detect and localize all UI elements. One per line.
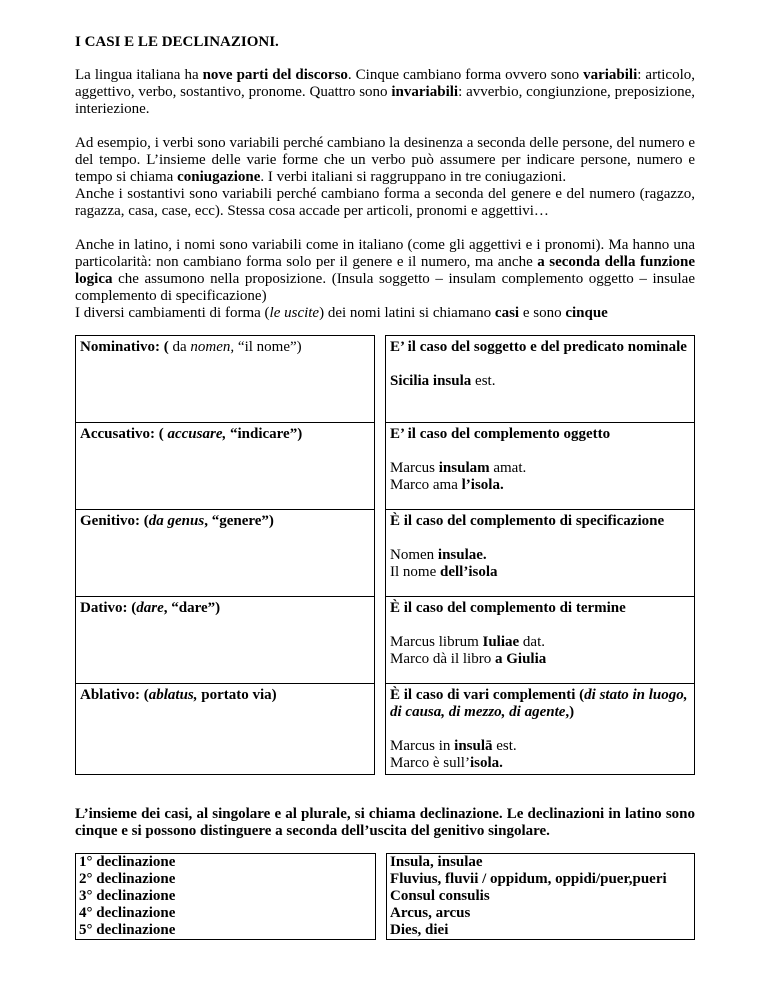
cases-table xyxy=(75,335,695,775)
case-row-accusativo xyxy=(76,423,695,510)
declensions-row xyxy=(76,854,695,940)
declensions-table xyxy=(75,853,695,940)
bold-text: casi xyxy=(494,305,520,321)
case-example-italian: Marco ama l’isola. xyxy=(390,477,504,493)
declension-name: 5° declinazione xyxy=(79,922,176,938)
case-example-latin: Marcus in insulā est. xyxy=(390,738,517,754)
declension-example: Arcus, arcus xyxy=(390,905,471,921)
case-description xyxy=(386,597,695,684)
case-description xyxy=(386,510,695,597)
declension-example: Dies, diei xyxy=(390,922,449,938)
declension-names-cell xyxy=(76,854,376,940)
spacer xyxy=(374,597,385,684)
case-example-latin: Marcus librum Iuliae dat. xyxy=(390,634,545,650)
case-function: È il caso del complemento di specificazione xyxy=(390,513,665,529)
text: e sono xyxy=(519,305,566,321)
page-title: I CASI E LE DECLINAZIONI. xyxy=(75,34,279,50)
bold-text: variabili xyxy=(583,67,638,83)
case-row-dativo xyxy=(76,597,695,684)
text: ) dei nomi latini si chiamano xyxy=(319,305,495,321)
bold-text: cinque xyxy=(565,305,608,321)
paragraph-cases-intro xyxy=(75,305,695,322)
spacer xyxy=(374,336,385,423)
case-example-italian: Marco è sull’isola. xyxy=(390,755,503,771)
declension-examples-cell xyxy=(387,854,695,940)
declension-name: 3° declinazione xyxy=(79,888,176,904)
case-example-italian: Il nome dell’isola xyxy=(390,564,498,580)
bold-text: invariabili xyxy=(391,84,459,100)
case-name: Genitivo: (da genus, “genere”) xyxy=(76,510,375,597)
case-example: Sicilia insula est. xyxy=(390,373,496,389)
case-function: È il caso di vari complementi (di stato in luogo, di causa, di mezzo, di agente,) xyxy=(390,687,688,720)
bold-text: nove parti del discorso xyxy=(202,67,348,83)
spacer xyxy=(375,854,386,940)
text: : avverbio, congiunzione, preposizione, interiezione. xyxy=(75,84,695,117)
declension-example: Fluvius, fluvii / oppidum, oppidi/puer,pueri xyxy=(390,871,667,887)
case-example-latin: Nomen insulae. xyxy=(390,547,487,563)
paragraph-nouns: Anche i sostantivi sono variabili perché cambiano forma a seconda del genere e del numero (ragazzo, ragazza, casa, case, ecc). Stessa cosa accade per articoli, pronomi e aggettivi… xyxy=(75,186,695,219)
case-function: E’ il caso del complemento oggetto xyxy=(390,426,611,442)
case-description xyxy=(386,336,695,423)
text: : articolo, aggettivo, verbo, sostantivo, pronome. Quattro sono xyxy=(75,67,695,100)
declension-name: 4° declinazione xyxy=(79,905,176,921)
paragraph-latin xyxy=(75,237,695,305)
case-example-latin: Marcus insulam amat. xyxy=(390,460,527,476)
case-row-nominativo xyxy=(76,336,695,423)
bold-text: a seconda della funzione logica xyxy=(75,254,695,287)
case-row-ablativo xyxy=(76,684,695,775)
spacer xyxy=(374,684,385,775)
text: I diversi cambiamenti di forma ( xyxy=(75,305,270,321)
declension-example: Insula, insulae xyxy=(390,854,483,870)
bold-text: coniugazione xyxy=(177,169,261,185)
text: Anche in latino, i nomi sono variabili come in italiano (come gli aggettivi e i pronomi). Ma hanno una particolarità: non cambiano forma solo per il genere e il numero, ma anche xyxy=(75,237,695,270)
case-name: Accusativo: ( accusare, “indicare”) xyxy=(76,423,375,510)
summary-paragraph: L’insieme dei casi, al singolare e al plurale, si chiama declinazione. Le declinazioni in latino sono cinque e si possono distinguere a seconda dell’uscita del genitivo singolare. xyxy=(75,806,695,839)
case-name: Nominativo: ( da nomen, “il nome”) xyxy=(76,336,375,423)
case-function: E’ il caso del soggetto e del predicato nominale xyxy=(390,339,687,355)
paragraph-verbs xyxy=(75,135,695,186)
declension-name: 2° declinazione xyxy=(79,871,176,887)
case-description xyxy=(386,423,695,510)
case-name: Dativo: (dare, “dare”) xyxy=(76,597,375,684)
paragraph-parts-of-speech xyxy=(75,67,695,118)
case-name: Ablativo: (ablatus, portato via) xyxy=(76,684,375,775)
text: Ad esempio, i verbi sono variabili perché cambiano la desinenza a seconda delle persone, del numero e del tempo. L’insieme delle varie forme che un verbo può assumere per indicare persone, numero e tempo si chiama xyxy=(75,135,695,185)
case-example-italian: Marco dà il libro a Giulia xyxy=(390,651,547,667)
italic-text: le uscite xyxy=(269,305,320,321)
document-page xyxy=(75,34,695,940)
text: che assumono nella proposizione. (Insula soggetto – insulam complemento oggetto – insulae complemento di specificazione) xyxy=(75,271,695,304)
declension-name: 1° declinazione xyxy=(79,854,176,870)
case-row-genitivo xyxy=(76,510,695,597)
case-function: È il caso del complemento di termine xyxy=(390,600,626,616)
text: . I verbi italiani si raggruppano in tre coniugazioni. xyxy=(260,169,567,185)
spacer xyxy=(374,423,385,510)
declension-example: Consul consulis xyxy=(390,888,490,904)
spacer xyxy=(374,510,385,597)
text: . Cinque cambiano forma ovvero sono xyxy=(347,67,584,83)
text: La lingua italiana ha xyxy=(75,67,203,83)
case-description xyxy=(386,684,695,775)
